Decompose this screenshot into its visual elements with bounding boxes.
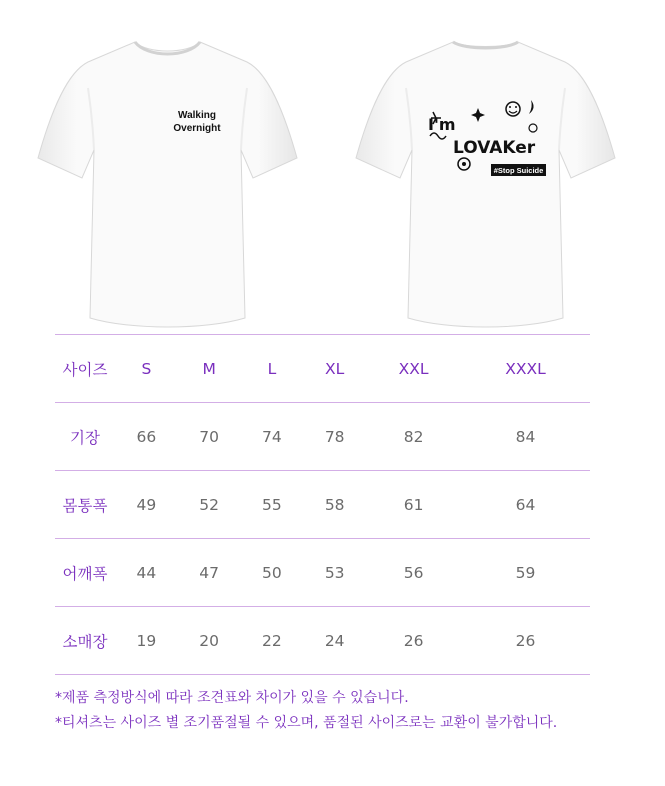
size-row-sleeve [55, 607, 590, 675]
table-cell: 47 [178, 539, 241, 607]
table-cell: 20 [178, 607, 241, 675]
size-s: S [115, 335, 178, 403]
table-cell: 26 [366, 607, 461, 675]
note-measurement: *제품 측정방식에 따라 조견표와 차이가 있을 수 있습니다. [55, 690, 409, 706]
table-cell: 58 [303, 471, 366, 539]
size-notes [55, 686, 557, 736]
back-print-im: I'm [428, 115, 456, 134]
note-exchange-policy: *티셔츠는 사이즈 별 조기품절될 수 있으며, 품절된 사이즈로는 교환이 불가합니다. [55, 715, 558, 731]
table-cell: 22 [241, 607, 304, 675]
row-label: 어깨폭 [55, 539, 115, 607]
tshirt-front-image [35, 38, 300, 333]
table-cell: 66 [115, 403, 178, 471]
table-cell: 52 [178, 471, 241, 539]
table-cell: 74 [241, 403, 304, 471]
table-cell: 26 [461, 607, 590, 675]
table-cell: 49 [115, 471, 178, 539]
table-cell: 55 [241, 471, 304, 539]
tshirt-back-image [353, 38, 618, 333]
table-cell: 59 [461, 539, 590, 607]
row-label: 기장 [55, 403, 115, 471]
row-label: 소매장 [55, 607, 115, 675]
back-print-tag: #Stop Suicide [493, 166, 544, 175]
table-cell: 70 [178, 403, 241, 471]
table-cell: 78 [303, 403, 366, 471]
size-row-chest [55, 471, 590, 539]
table-cell: 82 [366, 403, 461, 471]
table-cell: 24 [303, 607, 366, 675]
size-xl: XL [303, 335, 366, 403]
size-xxxl: XXXL [461, 335, 590, 403]
back-print-title: LOVAKer [453, 138, 536, 158]
front-print-line2: Overnight [173, 123, 221, 134]
size-chart-table [55, 334, 590, 675]
size-xxl: XXL [366, 335, 461, 403]
table-cell: 84 [461, 403, 590, 471]
size-row-shoulder [55, 539, 590, 607]
size-header-row [55, 335, 590, 403]
table-cell: 50 [241, 539, 304, 607]
table-cell: 53 [303, 539, 366, 607]
table-cell: 19 [115, 607, 178, 675]
row-label: 몸통폭 [55, 471, 115, 539]
product-images [0, 0, 665, 335]
table-cell: 64 [461, 471, 590, 539]
table-cell: 56 [366, 539, 461, 607]
table-cell: 44 [115, 539, 178, 607]
size-header-label: 사이즈 [55, 335, 115, 403]
size-l: L [241, 335, 304, 403]
size-row-length [55, 403, 590, 471]
table-cell: 61 [366, 471, 461, 539]
front-print-line1: Walking [178, 110, 216, 121]
size-m: M [178, 335, 241, 403]
